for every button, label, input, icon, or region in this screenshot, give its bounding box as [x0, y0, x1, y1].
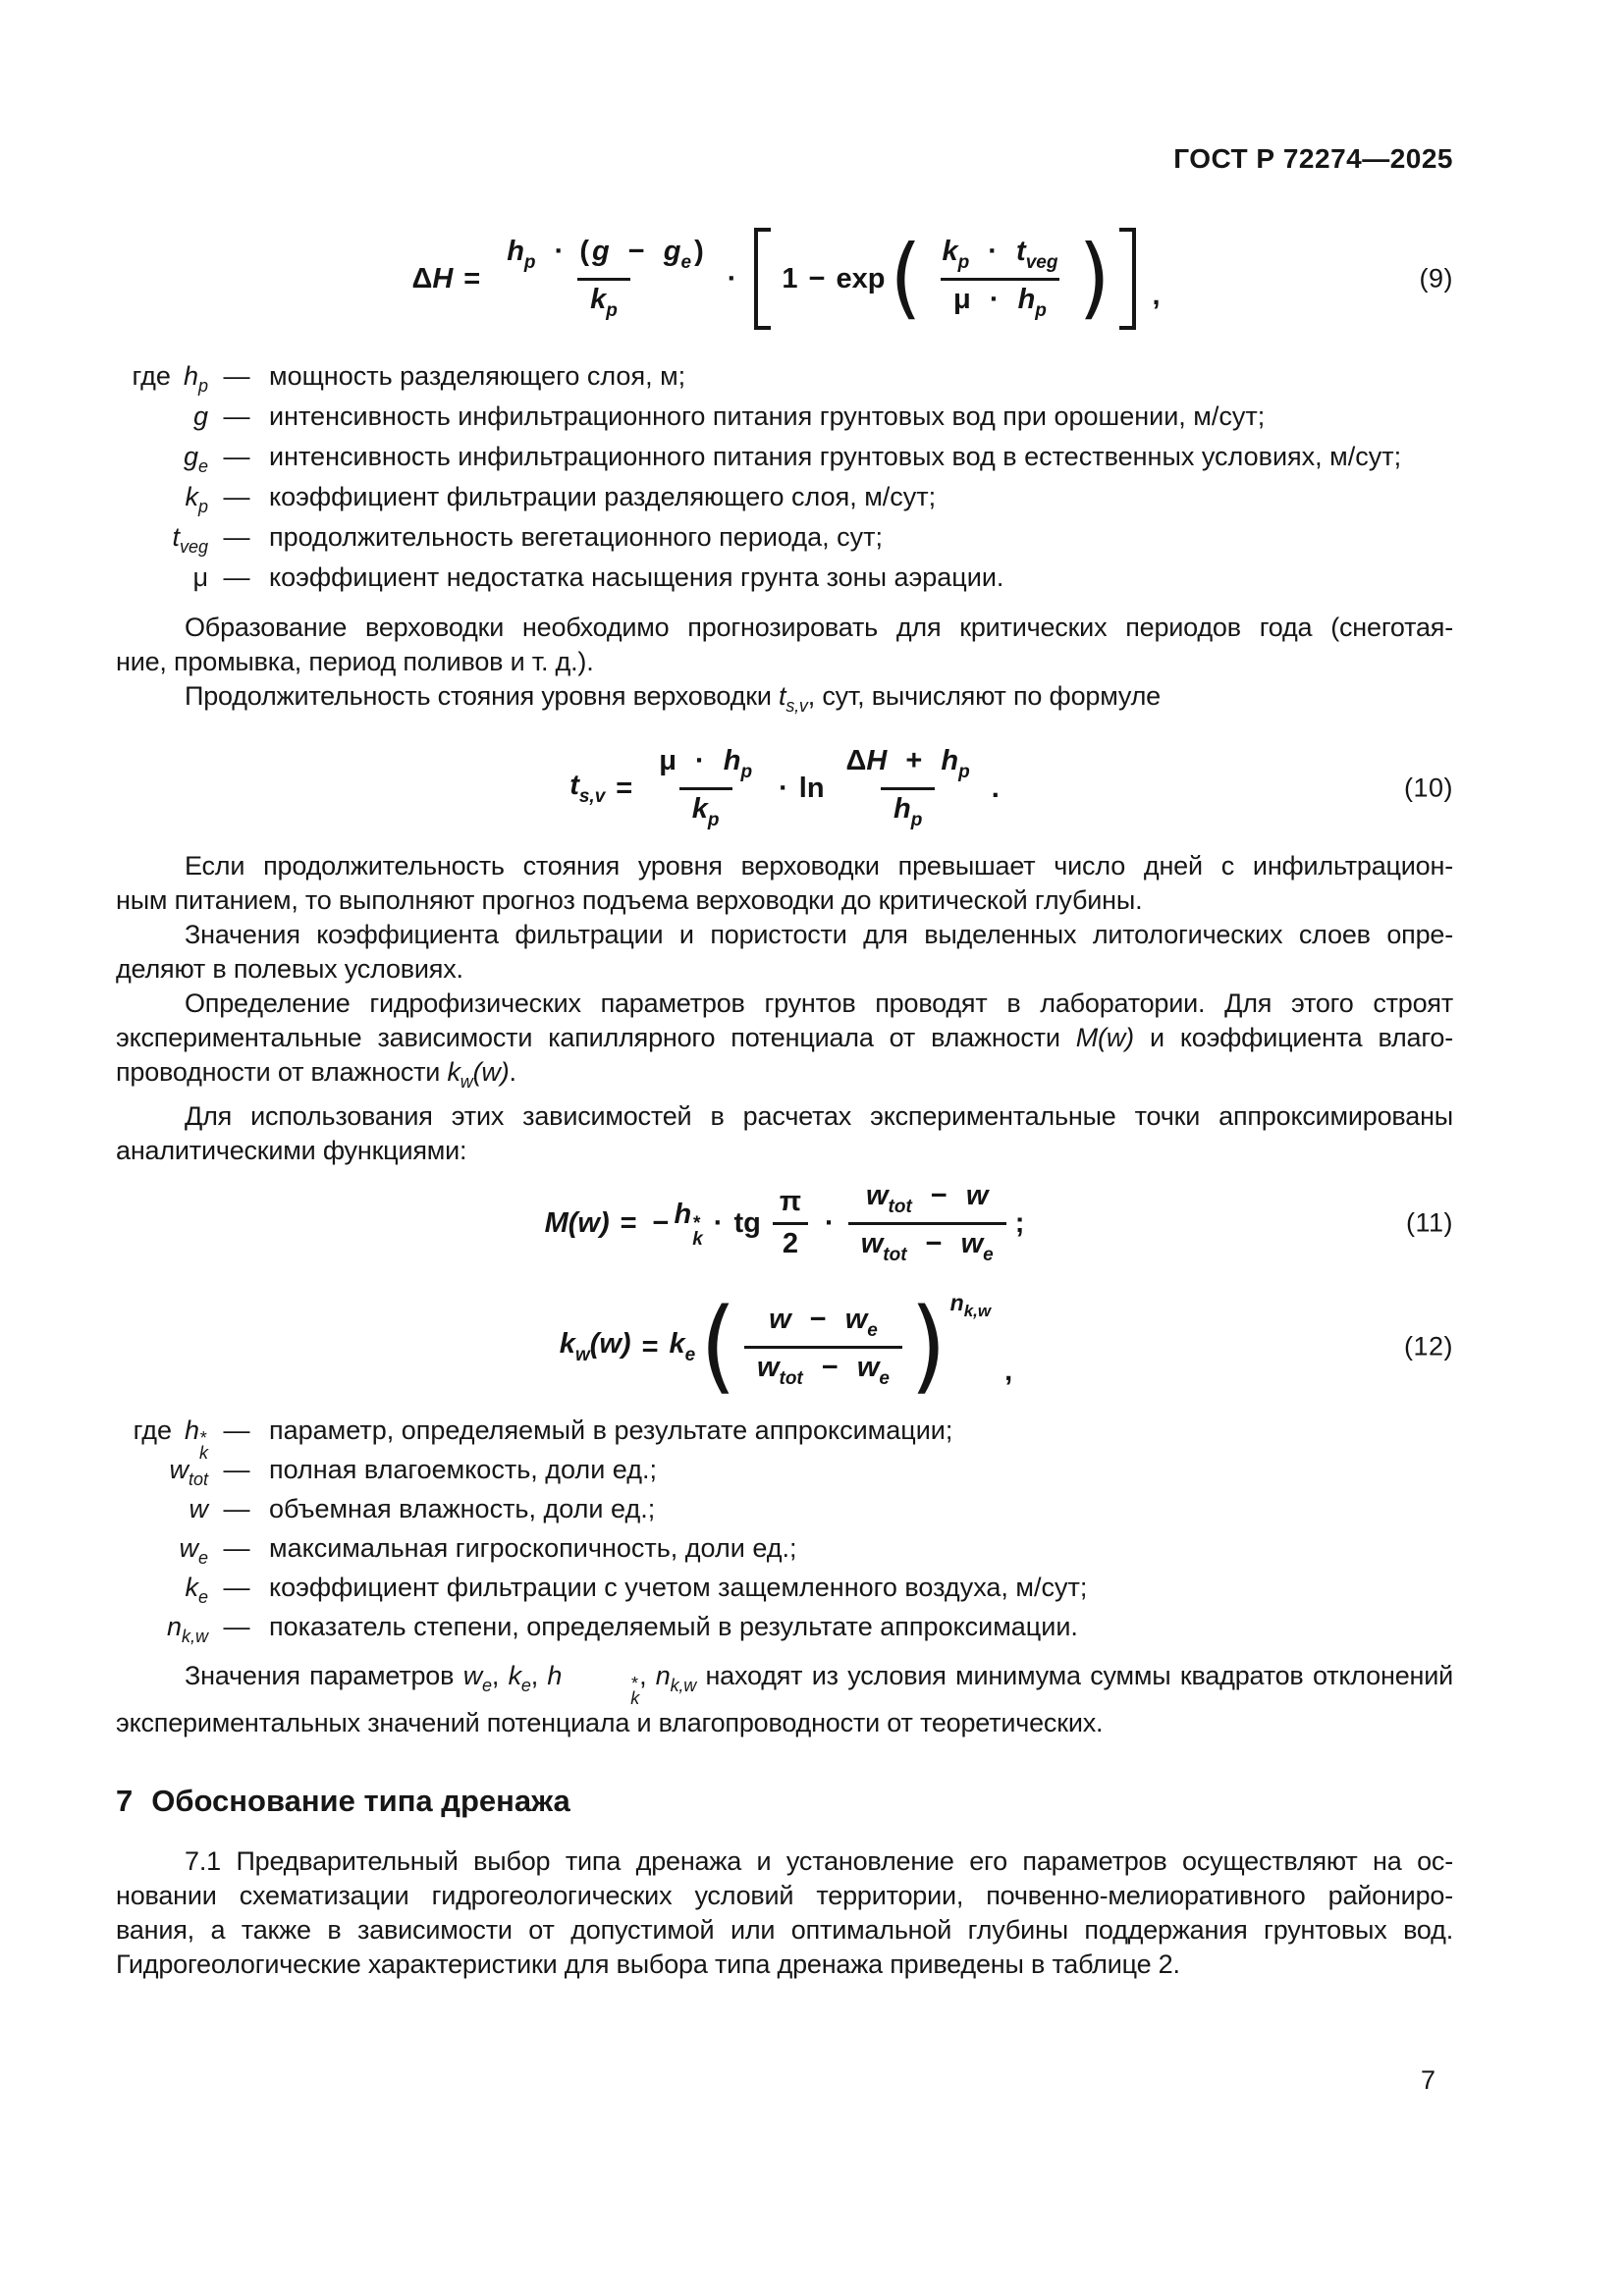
math-token: t — [779, 681, 786, 711]
paragraph — [116, 918, 1453, 987]
running-header: ГОСТ Р 72274—2025 — [1173, 143, 1453, 174]
math-token: M(w) — [1075, 1023, 1134, 1052]
lead-word: где — [132, 361, 171, 391]
math-token: k — [508, 1661, 521, 1690]
term-definition: параметр, определяемый в результате аппроксимации; — [269, 1415, 953, 1445]
formula-9 — [116, 226, 1453, 332]
text-line: экспериментальные зависимости капиллярного потенциала от влажности M(w) и коэффициента влаго- — [116, 1023, 1453, 1052]
em-dash: — — [223, 1455, 250, 1484]
text-line: Определение гидрофизических параметров грунтов проводят в лаборатории. Для этого строят — [185, 988, 1453, 1018]
math-token: $h_p$ — [507, 235, 536, 273]
term-symbol: $k_e$ — [185, 1573, 208, 1607]
em-dash: — — [223, 361, 250, 391]
definition-row — [116, 361, 1453, 401]
term-definition: интенсивность инфильтрационного питания грунтовых вод при орошении, м/сут; — [269, 401, 1266, 431]
paragraph — [116, 1659, 1453, 1740]
pi-symbol: π — [779, 1185, 802, 1217]
minus-sign: − — [809, 1303, 827, 1335]
math-token: ΔH — [845, 744, 888, 776]
em-dash: — — [223, 401, 250, 431]
minus-sign: − — [925, 1227, 943, 1259]
math-token: $h_p$ — [893, 792, 923, 830]
comma: , — [1004, 1356, 1013, 1387]
em-dash: — — [223, 1494, 250, 1523]
math-token: k — [447, 1057, 460, 1087]
term-symbol: $g_e$ — [183, 442, 208, 476]
text-line: ным питанием, то выполняют прогноз подъема верховодки до критической глубины. — [116, 885, 1143, 915]
math-token: $w_{tot}$ — [756, 1351, 803, 1389]
dot-operator: · — [554, 235, 565, 267]
em-dash: — — [223, 482, 250, 511]
big-right-paren: ) — [1078, 227, 1110, 330]
exp-function: exp — [836, 262, 886, 294]
term-symbol: $h_p$ — [183, 361, 208, 396]
paragraph — [116, 849, 1453, 918]
text-line: Если продолжительность стояния уровня верховодки превышает число дней с инфильтрацион- — [185, 851, 1453, 881]
paragraph — [116, 1099, 1453, 1168]
minus-sign: − — [652, 1206, 670, 1239]
page-content — [116, 0, 1453, 1982]
text-line: Образование верховодки необходимо прогнозировать для критических периодов года (снеготая- — [185, 613, 1453, 642]
definition-row — [116, 1612, 1453, 1651]
definitions-list-1 — [116, 361, 1453, 603]
mu-symbol: μ — [953, 283, 971, 315]
comma: , — [1152, 280, 1161, 311]
term-definition: максимальная гигроскопичность, доли ед.; — [269, 1533, 797, 1563]
em-dash: — — [223, 562, 250, 592]
formula-9-number: (9) — [1419, 263, 1453, 294]
math-token: $h_p$ — [1017, 283, 1047, 321]
term-definition: коэффициент фильтрации разделяющего слоя, м/сут; — [269, 482, 937, 511]
em-dash: — — [223, 1573, 250, 1602]
definitions-list-2 — [116, 1415, 1453, 1651]
math-token: $w_e$ — [844, 1303, 878, 1341]
mu-symbol: μ — [192, 562, 208, 592]
math-token: n — [655, 1661, 671, 1690]
term-definition: полная влагоемкость, доли ед.; — [269, 1455, 657, 1484]
definition-row — [116, 562, 1453, 603]
math-token: $t_{veg}$ — [1016, 235, 1058, 273]
left-bracket — [754, 228, 771, 330]
math-token: g — [592, 235, 610, 267]
text-line: 7.1 Предварительный выбор типа дренажа и установление его параметров осуществляют на ос- — [185, 1846, 1453, 1876]
math-token: $k_p$ — [691, 792, 720, 830]
minus-sign: − — [808, 262, 826, 294]
big-right-paren: ) — [909, 1287, 947, 1406]
formula-12-number: (12) — [1403, 1331, 1453, 1362]
text-line: проводности от влажности $k_w(w)$. — [116, 1057, 516, 1092]
em-dash: — — [223, 1415, 250, 1445]
fraction — [646, 742, 765, 835]
text-line: Значения параметров $w_e$, $k_e$, h * k , $n_{k,w}$ находят из условия минимума суммы квадратов отклонений — [185, 1661, 1453, 1708]
term-definition: мощность разделяющего слоя, м; — [269, 361, 686, 391]
term-symbol: $w_{tot}$ — [169, 1455, 208, 1489]
paragraph — [116, 611, 1453, 679]
equals-sign: = — [463, 262, 481, 294]
text-line: Значения коэффициента фильтрации и пористости для выделенных литологических слоев опре- — [185, 920, 1453, 949]
text-line: деляют в полевых условиях. — [116, 954, 463, 984]
math-token: $t_{s,v}$ — [569, 769, 606, 807]
section-title: Обоснование типа дренажа — [151, 1784, 570, 1818]
term-symbol: $t_{veg}$ — [172, 522, 208, 557]
text-line: Гидрогеологические характеристики для выбора типа дренажа приведены в таблице 2. — [116, 1949, 1180, 1979]
math-token: $w_e$ — [960, 1227, 994, 1265]
term-symbol: g — [192, 401, 208, 431]
dot-operator: · — [695, 744, 705, 776]
formula-11-number: (11) — [1405, 1207, 1453, 1238]
minus-sign: − — [627, 235, 645, 267]
page-number: 7 — [1420, 2065, 1435, 2095]
paragraph — [116, 1844, 1453, 1982]
text-line: Продолжительность стояния уровня верховодки $t_{s,v}$, сут, вычисляют по формуле — [185, 681, 1161, 716]
term-symbol: $k_p$ — [185, 482, 208, 516]
term-definition: показатель степени, определяемый в результате аппроксимации. — [269, 1612, 1078, 1641]
period: . — [991, 772, 1000, 804]
term-symbol: w — [189, 1494, 208, 1523]
math-token: M(w) — [544, 1206, 610, 1239]
math-token: w — [965, 1179, 989, 1211]
fraction — [494, 233, 714, 326]
math-token: 2 — [773, 1222, 808, 1264]
math-token: w — [769, 1303, 791, 1335]
term-definition: продолжительность вегетационного периода, сут; — [269, 522, 883, 552]
formula-10 — [116, 739, 1453, 837]
definition-row — [116, 482, 1453, 522]
big-left-paren: ( — [890, 227, 922, 330]
math-token: $k_p$ — [590, 283, 618, 321]
fraction — [848, 1177, 1006, 1270]
math-token: $k_e$ — [669, 1327, 696, 1365]
text-line: новании схематизации гидрогеологических условий территории, почвенно-мелиоративного райониро- — [116, 1881, 1453, 1910]
term-symbol: $n_{k,w}$ — [166, 1612, 208, 1646]
minus-sign: − — [930, 1179, 947, 1211]
lead-word: где — [133, 1415, 172, 1445]
definition-row — [116, 1455, 1453, 1494]
paren: ( — [579, 235, 589, 267]
math-token: h — [547, 1661, 563, 1690]
text-line: экспериментальных значений потенциала и влагопроводности от теоретических. — [116, 1708, 1104, 1737]
dot-operator: · — [989, 283, 1000, 315]
math-token: $g_e$ — [663, 235, 692, 273]
definition-row — [116, 522, 1453, 562]
dot-operator: · — [713, 1206, 724, 1239]
tg-function: tg — [733, 1206, 761, 1239]
section-heading — [116, 1784, 1453, 1819]
equals-sign: = — [620, 1206, 637, 1239]
term-definition: объемная влажность, доли ед.; — [269, 1494, 656, 1523]
formula-11 — [116, 1174, 1453, 1272]
section-number: 7 — [116, 1784, 134, 1818]
fraction — [744, 1301, 902, 1394]
math-token: $k_w(w)$ — [559, 1327, 631, 1365]
text-line: вания, а также в зависимости от допустимой или оптимальной глубины поддержания грунтовых вод. — [116, 1915, 1453, 1945]
minus-sign: − — [821, 1351, 839, 1383]
em-dash: — — [223, 1612, 250, 1641]
dot-operator: · — [988, 235, 998, 267]
math-token: h * k — [674, 1199, 703, 1250]
definition-row — [116, 1494, 1453, 1533]
exponent: $n_{k,w}$ — [949, 1290, 992, 1320]
math-token: $w_e$ — [856, 1351, 890, 1389]
dot-operator: · — [825, 1206, 835, 1239]
dot-operator: · — [779, 772, 788, 804]
term-definition: интенсивность инфильтрационного питания грунтовых вод в естественных условиях, м/сут; — [269, 442, 1402, 471]
paren: ) — [694, 235, 704, 267]
semicolon: ; — [1014, 1206, 1025, 1239]
text-line: Для использования этих зависимостей в расчетах экспериментальные точки аппроксимированы — [185, 1101, 1453, 1131]
em-dash: — — [223, 1533, 250, 1563]
math-token: $k_p$ — [942, 235, 970, 273]
big-left-paren: ( — [700, 1287, 736, 1406]
fraction — [834, 742, 983, 835]
term-symbol: h * k — [184, 1415, 208, 1463]
em-dash: — — [223, 442, 250, 471]
term-definition: коэффициент фильтрации с учетом защемленного воздуха, м/сут; — [269, 1573, 1088, 1602]
math-token: $h_p$ — [723, 744, 753, 782]
math-token: $h_p$ — [941, 744, 970, 782]
text-line: ние, промывка, период поливов и т. д.). — [116, 647, 594, 676]
definition-row — [116, 1533, 1453, 1573]
right-bracket — [1119, 228, 1136, 330]
paragraph — [116, 679, 1453, 723]
math-token: 1 — [782, 262, 798, 294]
term-symbol: $w_e$ — [179, 1533, 208, 1568]
definition-row — [116, 1415, 1453, 1463]
formula-10-number: (10) — [1403, 773, 1453, 803]
equals-sign: = — [616, 772, 633, 804]
definition-row — [116, 442, 1453, 482]
mu-symbol: μ — [659, 744, 677, 776]
math-token: w — [462, 1661, 483, 1690]
dot-operator: · — [727, 262, 737, 294]
plus-sign: + — [905, 744, 923, 776]
formula-12 — [116, 1286, 1453, 1408]
text-line: аналитическими функциями: — [116, 1136, 467, 1165]
math-token: $w_{tot}$ — [860, 1227, 907, 1265]
definition-row — [116, 1573, 1453, 1612]
math-token: $w_{tot}$ — [865, 1179, 912, 1217]
equals-sign: = — [641, 1330, 659, 1362]
ln-function: ln — [798, 772, 825, 804]
math-token: ΔH — [411, 262, 454, 294]
em-dash: — — [223, 522, 250, 552]
definition-row — [116, 401, 1453, 442]
term-definition: коэффициент недостатка насыщения грунта зоны аэрации. — [269, 562, 1004, 592]
fraction — [770, 1183, 811, 1264]
fraction — [929, 233, 1070, 326]
paragraph — [116, 987, 1453, 1099]
